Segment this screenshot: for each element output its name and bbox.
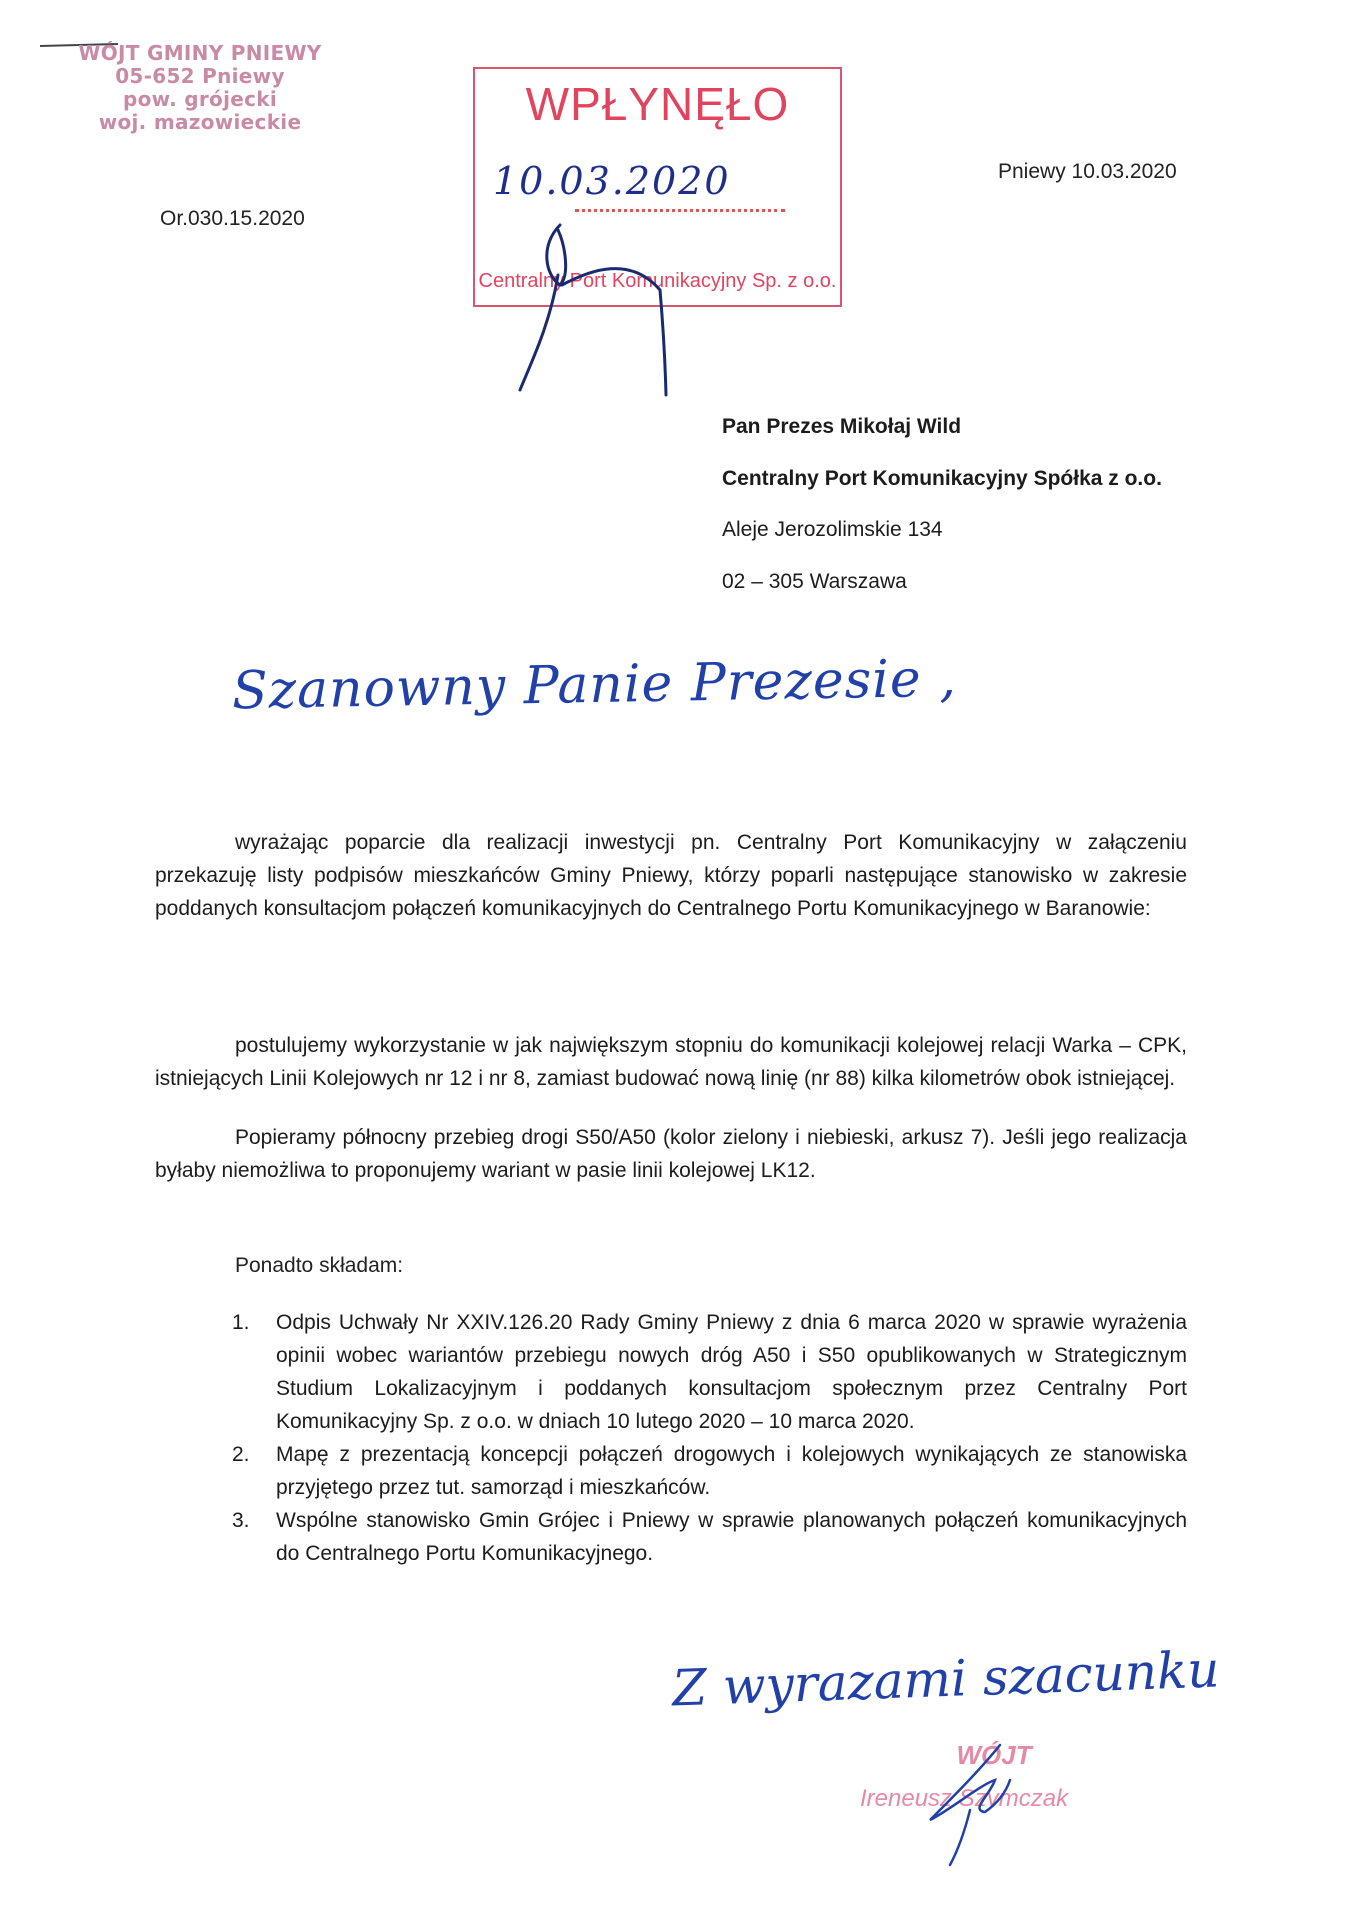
list-item-number: 1.: [232, 1311, 250, 1334]
point-rail-paragraph: [155, 1029, 1187, 1095]
reference-number: Or.030.15.2020: [160, 207, 305, 230]
point-road-paragraph: [155, 1121, 1187, 1187]
received-stamp-title: WPŁYNĘŁO: [525, 78, 790, 130]
list-item-text: Odpis Uchwały Nr XXIV.126.20 Rady Gminy Pniewy z dnia 6 marca 2020 w sprawie wyrażenia opinii wobec wariantów przebiegu nowych dróg A50 i S50 opublikowanych w Strategicznym Studium Lokalizacyjnym i poddanych konsultacjom społecznym przez Centralny Port Komunikacyjny Sp. z o.o. w dniach 10 lutego 2020 – 10 marca 2020.: [276, 1311, 1187, 1433]
signature-stamp-name: Ireneusz Szymczak: [860, 1785, 1069, 1812]
list-item-number: 3.: [232, 1509, 250, 1532]
additionally-label: Ponadto składam:: [235, 1254, 404, 1277]
office-stamp-line1: WÓJT GMINY PNIEWY: [78, 41, 322, 65]
handwritten-greeting: Szanowny Panie Prezesie ,: [231, 648, 958, 722]
received-stamp-date: 10.03.2020: [493, 159, 731, 203]
received-stamp-company: Centralny Port Komunikacyjny Sp. z o.o.: [478, 270, 837, 292]
intro-text: wyrażając poparcie dla realizacji inwestycji pn. Centralny Port Komunikacyjny w załączeniu przekazuję listy podpisów mieszkańców Gminy Pniewy, którzy poparli następujące stanowisko w zakresie poddanych konsultacjom połączeń komunikacyjnych do Centralnego Portu Komunikacyjnego w Baranowie:: [155, 831, 1187, 920]
list-item: [232, 1306, 1187, 1438]
place-date: Pniewy 10.03.2020: [998, 160, 1177, 183]
list-item-text: Wspólne stanowisko Gmin Grójec i Pniewy w sprawie planowanych połączeń komunikacyjnych do Centralnego Portu Komunikacyjnego.: [276, 1509, 1187, 1565]
intro-paragraph: [155, 826, 1187, 925]
list-item-text: Mapę z prezentacją koncepcji połączeń drogowych i kolejowych wynikających ze stanowiska przyjętego przez tut. samorząd i mieszkańców.: [276, 1443, 1187, 1499]
recipient-street: Aleje Jerozolimskie 134: [722, 518, 943, 541]
recipient-name: Pan Prezes Mikołaj Wild: [722, 415, 962, 438]
recipient-city: 02 – 305 Warszawa: [722, 570, 907, 593]
office-stamp-line3: pow. grójecki: [122, 87, 278, 111]
recipient-company: Centralny Port Komunikacyjny Spółka z o.o.: [722, 467, 1162, 490]
attachments-list: [232, 1306, 1187, 1570]
received-initials-signature: [500, 215, 700, 405]
list-item: [232, 1504, 1187, 1570]
point-road-text: Popieramy północny przebieg drogi S50/A50 (kolor zielony i niebieski, arkusz 7). Jeśli jego realizacja byłaby niemożliwa to proponujemy wariant w pasie linii kolejowej LK12.: [155, 1126, 1187, 1182]
point-rail-text: postulujemy wykorzystanie w jak największym stopniu do komunikacji kolejowej relacji Warka – CPK, istniejących Linii Kolejowych nr 12 i nr 8, zamiast budować nową linię (nr 88) kilka kilometrów obok istniejącej.: [155, 1034, 1187, 1090]
list-item: [232, 1438, 1187, 1504]
handwritten-signature: [910, 1740, 1050, 1870]
office-stamp: [40, 42, 360, 134]
office-stamp-line4: woj. mazowieckie: [98, 110, 302, 134]
office-stamp-line2: 05-652 Pniewy: [115, 64, 285, 88]
received-stamp-dotted-line: [575, 209, 785, 212]
list-item-number: 2.: [232, 1443, 250, 1466]
handwritten-closing: Z wyrazami szacunku: [671, 1640, 1221, 1718]
signature-stamp-title: WÓJT: [956, 1740, 1032, 1770]
